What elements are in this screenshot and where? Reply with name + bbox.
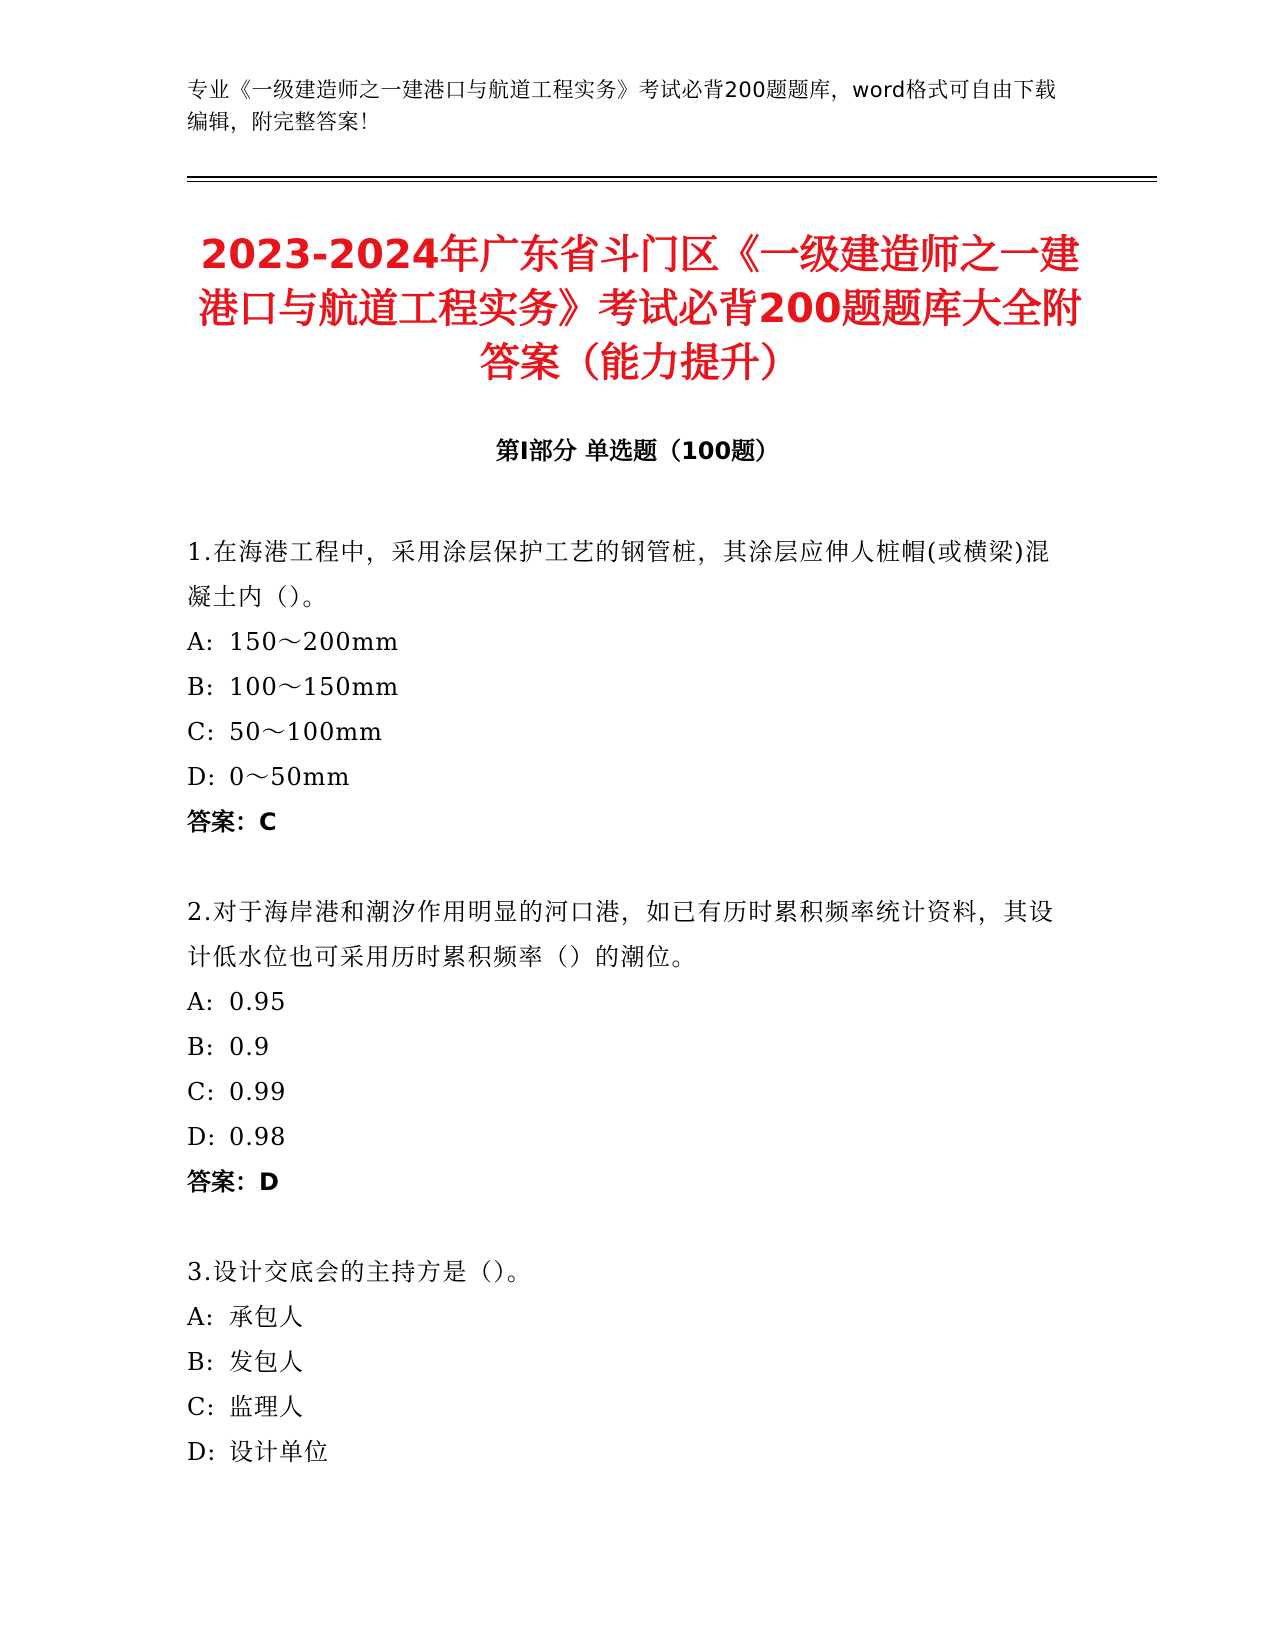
document-title: 2023-2024年广东省斗门区《一级建造师之一建港口与航道工程实务》考试必背200题题库大全附答案（能力提升） xyxy=(198,232,1082,386)
header-note: 专业《一级建造师之一建港口与航道工程实务》考试必背200题题库，word格式可自由下载编辑，附完整答案！ xyxy=(187,78,1057,134)
option-letter: C: xyxy=(187,718,216,746)
option-a xyxy=(187,620,1067,665)
option-b xyxy=(187,1025,1067,1070)
option-letter: B: xyxy=(187,1348,215,1376)
option-d xyxy=(187,1115,1067,1160)
option-letter: A: xyxy=(187,988,215,1016)
option-letter: B: xyxy=(187,1033,215,1061)
option-text: 承包人 xyxy=(229,1303,304,1331)
option-letter: D: xyxy=(187,1123,217,1151)
option-text: 50～100mm xyxy=(229,718,383,746)
option-letter: D: xyxy=(187,1438,217,1466)
option-text: 100～150mm xyxy=(229,673,400,701)
section-heading: 第Ⅰ部分 单选题（100题） xyxy=(495,437,780,465)
question-item xyxy=(187,1250,1067,1475)
option-text: 150～200mm xyxy=(229,628,400,656)
answer: 答案：D xyxy=(187,1168,279,1196)
option-letter: A: xyxy=(187,628,215,656)
option-text: 设计单位 xyxy=(229,1438,329,1466)
option-text: 0.95 xyxy=(229,988,287,1016)
option-text: 发包人 xyxy=(229,1348,304,1376)
option-text: 0.98 xyxy=(229,1123,287,1151)
option-a xyxy=(187,1295,1067,1340)
option-text: 0.9 xyxy=(229,1033,271,1061)
question-item xyxy=(187,530,1067,845)
option-a xyxy=(187,980,1067,1025)
question-list xyxy=(187,530,1067,1520)
question-stem: 3.设计交底会的主持方是（）。 xyxy=(187,1258,533,1286)
option-c xyxy=(187,710,1067,755)
option-b xyxy=(187,1340,1067,1385)
header-divider-thin xyxy=(187,181,1157,182)
option-d xyxy=(187,1430,1067,1475)
question-stem: 1.在海港工程中，采用涂层保护工艺的钢管桩，其涂层应伸人桩帽(或横梁)混凝土内（）。 xyxy=(187,538,1051,611)
header-divider-thick xyxy=(187,176,1157,178)
option-letter: B: xyxy=(187,673,215,701)
question-stem: 2.对于海岸港和潮汐作用明显的河口港，如已有历时累积频率统计资料，其设计低水位也可采用历时累积频率（）的潮位。 xyxy=(187,898,1055,971)
option-text: 监理人 xyxy=(229,1393,304,1421)
option-letter: C: xyxy=(187,1393,216,1421)
option-text: 0.99 xyxy=(229,1078,287,1106)
question-item xyxy=(187,890,1067,1205)
option-c xyxy=(187,1385,1067,1430)
option-letter: A: xyxy=(187,1303,215,1331)
option-letter: C: xyxy=(187,1078,216,1106)
option-d xyxy=(187,755,1067,800)
option-b xyxy=(187,665,1067,710)
option-letter: D: xyxy=(187,763,217,791)
answer: 答案：C xyxy=(187,808,277,836)
option-text: 0～50mm xyxy=(229,763,351,791)
option-c xyxy=(187,1070,1067,1115)
